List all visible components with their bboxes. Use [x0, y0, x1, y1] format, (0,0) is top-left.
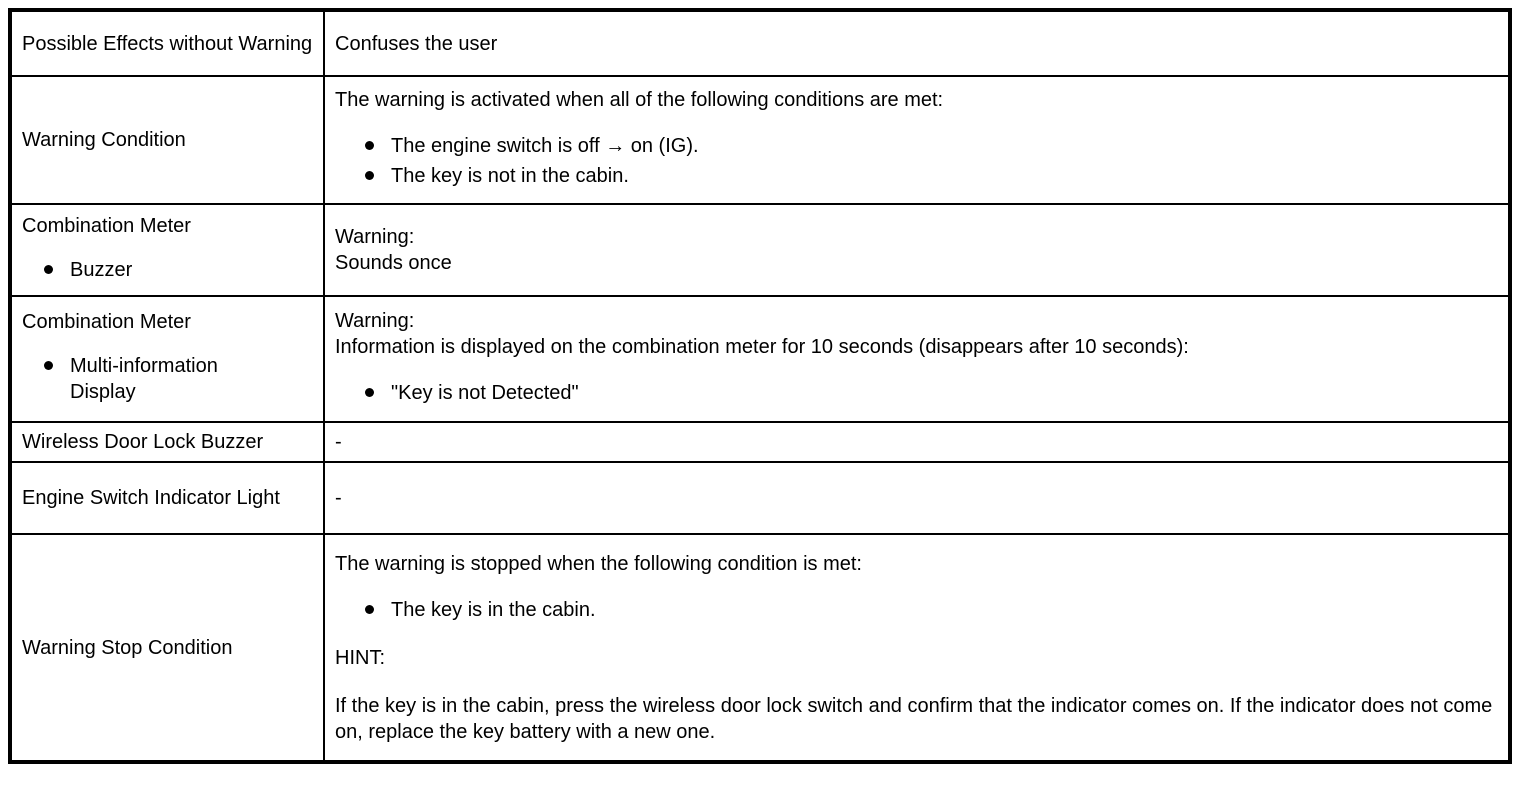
row-header-combination-meter-buzzer — [10, 204, 324, 296]
bullet-item — [335, 133, 1498, 159]
table-row — [10, 462, 1510, 534]
bullet-icon — [365, 605, 374, 614]
table-row — [10, 76, 1510, 204]
cell-text: - — [335, 487, 342, 509]
cell-display-value — [324, 296, 1510, 422]
bullet-list — [335, 597, 1498, 623]
bullet-list — [335, 380, 1498, 406]
row-header-possible-effects — [10, 10, 324, 76]
cell-engine-switch-value — [324, 462, 1510, 534]
table-row — [10, 204, 1510, 296]
cell-wireless-buzzer-value — [324, 422, 1510, 462]
row-header-warning-condition — [10, 76, 324, 204]
cell-text: - — [335, 431, 342, 453]
cell-buzzer-value — [324, 204, 1510, 296]
cell-text: Information is displayed on the combination meter for 10 seconds (disappears after 10 seconds): — [335, 336, 1189, 358]
row-header-engine-switch-indicator — [10, 462, 324, 534]
row-header-label: Possible Effects without Warning — [22, 32, 313, 55]
cell-text: Sounds once — [335, 252, 452, 274]
bullet-list — [22, 257, 313, 283]
cell-warning-condition-value — [324, 76, 1510, 204]
bullet-icon — [365, 141, 374, 150]
bullet-list — [22, 353, 313, 405]
cell-warning-stop-value — [324, 534, 1510, 762]
bullet-icon — [44, 361, 53, 370]
bullet-text: Buzzer — [70, 259, 133, 281]
cell-text: Warning: — [335, 310, 415, 332]
table-row — [10, 10, 1510, 76]
cell-intro-text: The warning is stopped when the following condition is met: — [335, 552, 862, 575]
bullet-list — [335, 133, 1498, 189]
bullet-item — [22, 353, 313, 405]
row-header-label: Warning Condition — [22, 129, 186, 151]
row-header-label: Combination Meter — [22, 311, 191, 333]
row-header-label: Wireless Door Lock Buzzer — [22, 431, 264, 453]
row-header-label: Warning Stop Condition — [22, 636, 233, 659]
bullet-item — [335, 597, 1498, 623]
bullet-text: The key is in the cabin. — [391, 598, 596, 621]
bullet-text: The engine switch is off → on (IG). — [391, 135, 699, 157]
hint-label: HINT: — [335, 646, 385, 669]
bullet-item — [335, 163, 1498, 189]
row-header-label: Engine Switch Indicator Light — [22, 487, 280, 509]
bullet-text: "Key is not Detected" — [391, 382, 579, 404]
bullet-item — [22, 257, 313, 283]
cell-intro-text: The warning is activated when all of the following conditions are met: — [335, 89, 944, 111]
table-row — [10, 534, 1510, 762]
hint-text: If the key is in the cabin, press the wireless door lock switch and confirm that the indicator comes on. If the indicator does not come on, replace the key battery with a new one. — [335, 694, 1493, 743]
cell-possible-effects-value — [324, 10, 1510, 76]
bullet-text: Multi-information Display — [70, 355, 218, 403]
bullet-icon — [365, 388, 374, 397]
row-header-label: Combination Meter — [22, 215, 191, 237]
row-header-warning-stop-condition — [10, 534, 324, 762]
row-header-wireless-door-lock-buzzer — [10, 422, 324, 462]
bullet-icon — [365, 171, 374, 180]
table-row — [10, 422, 1510, 462]
row-header-combination-meter-display — [10, 296, 324, 422]
bullet-text: The key is not in the cabin. — [391, 165, 629, 187]
cell-text: Confuses the user — [335, 32, 498, 55]
cell-text: Warning: — [335, 226, 415, 248]
table-row — [10, 296, 1510, 422]
bullet-icon — [44, 265, 53, 274]
bullet-item — [335, 380, 1498, 406]
warning-spec-table — [8, 8, 1512, 764]
